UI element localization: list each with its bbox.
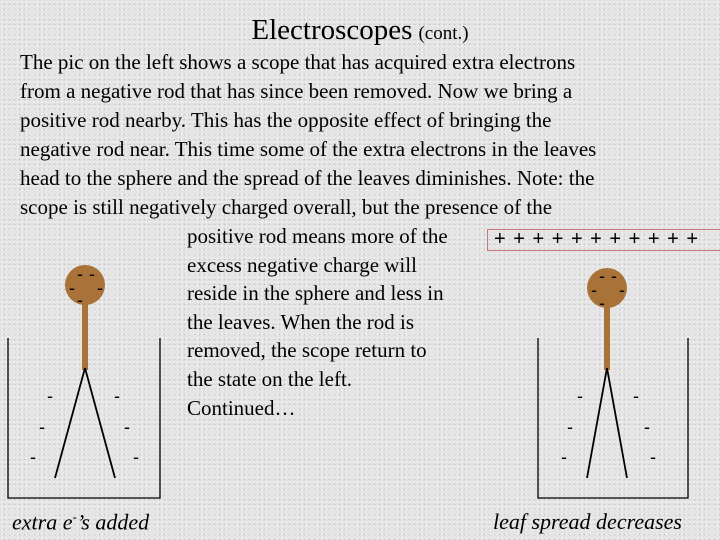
left-sphere-charge: - [77, 264, 83, 284]
paragraph-line: positive rod nearby. This has the opposite effect of bringing the [20, 108, 552, 132]
right-leaf-charge: - [633, 386, 639, 406]
paragraph-line: The pic on the left shows a scope that has acquired extra electrons [20, 50, 576, 74]
right-leaf-charge: - [644, 417, 650, 437]
side-line: the leaves. When the rod is [187, 309, 415, 334]
right-leaf-charge: - [577, 386, 583, 406]
paragraph-line: head to the sphere and the spread of the leaves diminishes. Note: the [20, 166, 595, 190]
left-sphere-charge: - [89, 264, 95, 284]
right-leaf-charge: - [567, 417, 573, 437]
left-caption-suffix: ’s added [76, 509, 150, 535]
left-leaf-charge: - [30, 447, 36, 467]
side-line: excess negative charge will [187, 252, 417, 277]
paragraph-line: from a negative rod that has since been removed. Now we bring a [20, 79, 573, 103]
side-line: positive rod means more of the [187, 224, 448, 248]
side-line: the state on the left. [187, 366, 353, 391]
left-leaf-charge: - [114, 386, 120, 406]
right-leaf-charge: - [650, 447, 656, 467]
left-caption-superscript: - [72, 509, 77, 524]
paragraph-line: negative rod near. This time some of the extra electrons in the leaves [20, 137, 597, 161]
left-leaf-charge: - [124, 417, 130, 437]
left-caption-prefix: extra e [12, 509, 73, 535]
side-line: reside in the sphere and less in [187, 281, 444, 306]
right-sphere-charge: - [619, 280, 625, 300]
right-sphere-charge: - [591, 280, 597, 300]
right-sphere-charge: - [611, 266, 617, 286]
left-sphere-charge: - [69, 278, 75, 298]
right-leaf-right [607, 368, 627, 478]
left-sphere-charge: - [77, 290, 83, 310]
right-caption: leaf spread decreases [493, 509, 682, 534]
left-leaf-left [55, 368, 85, 478]
side-line: removed, the scope return to [187, 338, 427, 363]
title-main: Electroscopes [251, 14, 413, 46]
left-leaf-charge: - [47, 386, 53, 406]
title-sub: (cont.) [418, 23, 469, 44]
left-electroscope [8, 264, 160, 498]
paragraph-line: scope is still negatively charged overall, but the presence of the [20, 195, 553, 219]
left-sphere-charge: - [97, 278, 103, 298]
right-leaf-charge: - [561, 447, 567, 467]
continued-label: Continued… [187, 395, 296, 420]
right-sphere-charge: - [599, 293, 605, 313]
left-leaf-charge: - [39, 417, 45, 437]
right-jar-outline [538, 338, 688, 498]
right-leaf-left [587, 368, 607, 478]
left-caption [12, 509, 149, 535]
rod-charges: + + + + + + + + + + + [494, 229, 700, 250]
left-leaf-right [85, 368, 115, 478]
right-electroscope [538, 266, 688, 498]
right-sphere-charge: - [599, 266, 605, 286]
left-leaf-charge: - [133, 447, 139, 467]
